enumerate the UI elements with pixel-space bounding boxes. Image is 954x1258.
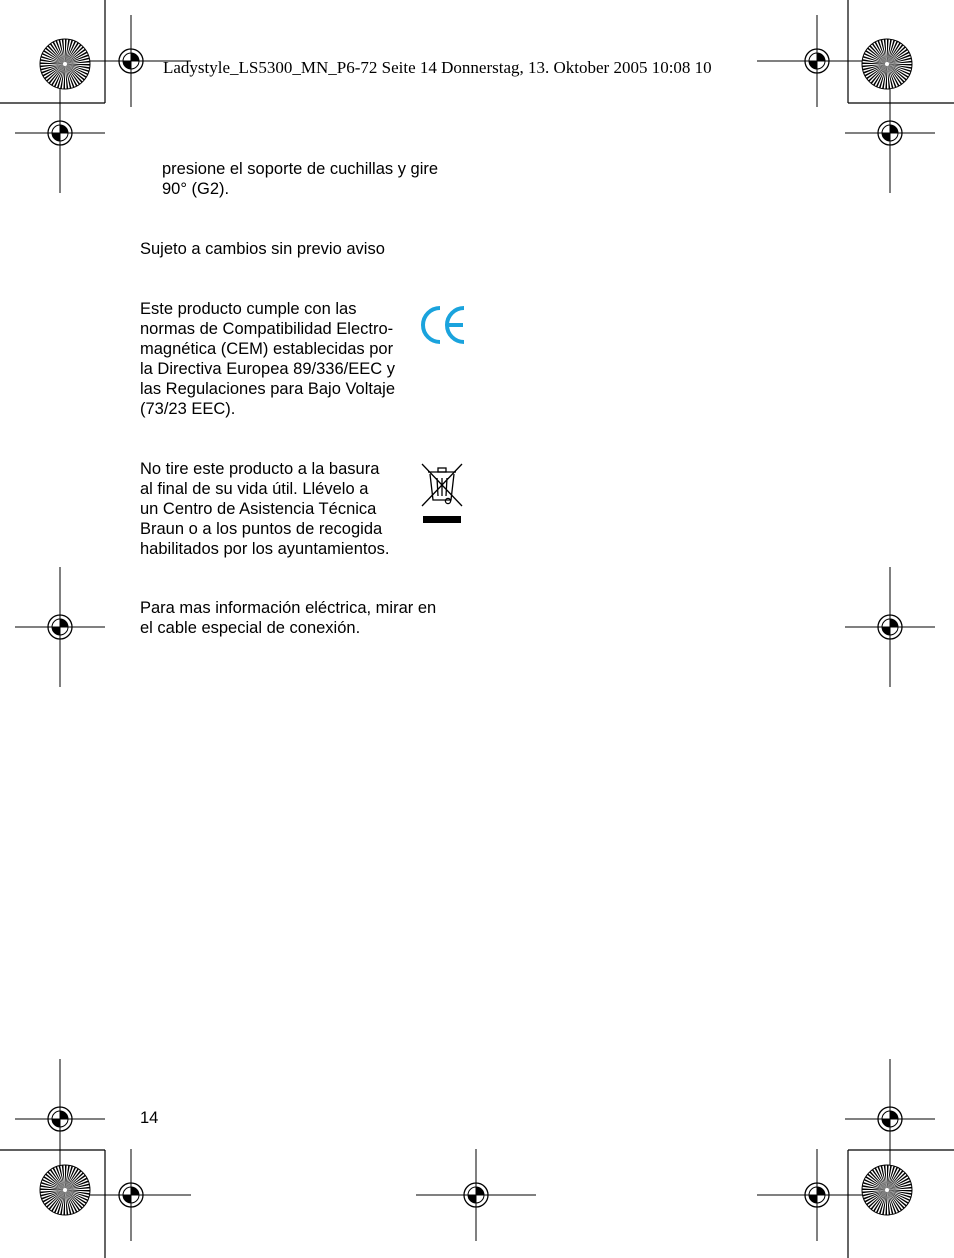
- paragraph-blade-instructions: [162, 159, 438, 199]
- registration-mark-icon: [15, 567, 105, 687]
- registration-mark-icon: [15, 73, 105, 193]
- print-slug-header: Ladystyle_LS5300_MN_P6-72 Seite 14 Donnerstag, 13. Oktober 2005 10:08 10: [163, 58, 712, 77]
- ce-mark-icon: [418, 304, 468, 346]
- star-target-icon: [40, 39, 90, 89]
- text-line: al final de su vida útil. Llévelo a: [140, 480, 369, 498]
- star-target-icon: [40, 1165, 90, 1215]
- registration-mark-icon: [416, 1149, 536, 1241]
- paragraph-ce-compliance: [140, 299, 395, 419]
- registration-mark-icon: [845, 567, 935, 687]
- registration-mark-icon: [15, 1059, 105, 1179]
- registration-mark-icon: [757, 1149, 877, 1241]
- registration-mark-icon: [845, 73, 935, 193]
- text-line: No tire este producto a la basura: [140, 460, 380, 478]
- paragraph-change-notice: [140, 239, 385, 259]
- star-target-icon: [862, 1165, 912, 1215]
- paragraph-electrical-info: [140, 598, 436, 638]
- text-line: magnética (CEM) establecidas por: [140, 340, 394, 358]
- text-line: el cable especial de conexión.: [140, 619, 361, 637]
- text-line: Braun o a los puntos de recogida: [140, 520, 383, 538]
- text-line: normas de Compatibilidad Electro-: [140, 320, 394, 338]
- text-line: Para mas información eléctrica, mirar en: [140, 599, 437, 617]
- registration-mark-icon: [845, 1059, 935, 1179]
- star-target-icon: [862, 39, 912, 89]
- text-line: habilitados por los ayuntamientos.: [140, 540, 390, 558]
- text-line: un Centro de Asistencia Técnica: [140, 500, 377, 518]
- crossed-out-wheelie-bin-icon: [418, 462, 466, 526]
- text-line: (73/23 EEC).: [140, 400, 236, 418]
- paragraph-disposal: [140, 459, 389, 559]
- text-line: Este producto cumple con las: [140, 300, 357, 318]
- text-line: 90° (G2).: [162, 180, 230, 198]
- text-line: Sujeto a cambios sin previo aviso: [140, 240, 385, 258]
- text-line: las Regulaciones para Bajo Voltaje: [140, 380, 396, 398]
- text-line: presione el soporte de cuchillas y gire: [162, 160, 439, 178]
- text-line: la Directiva Europea 89/336/EEC y: [140, 360, 395, 378]
- page-number: 14: [140, 1109, 159, 1127]
